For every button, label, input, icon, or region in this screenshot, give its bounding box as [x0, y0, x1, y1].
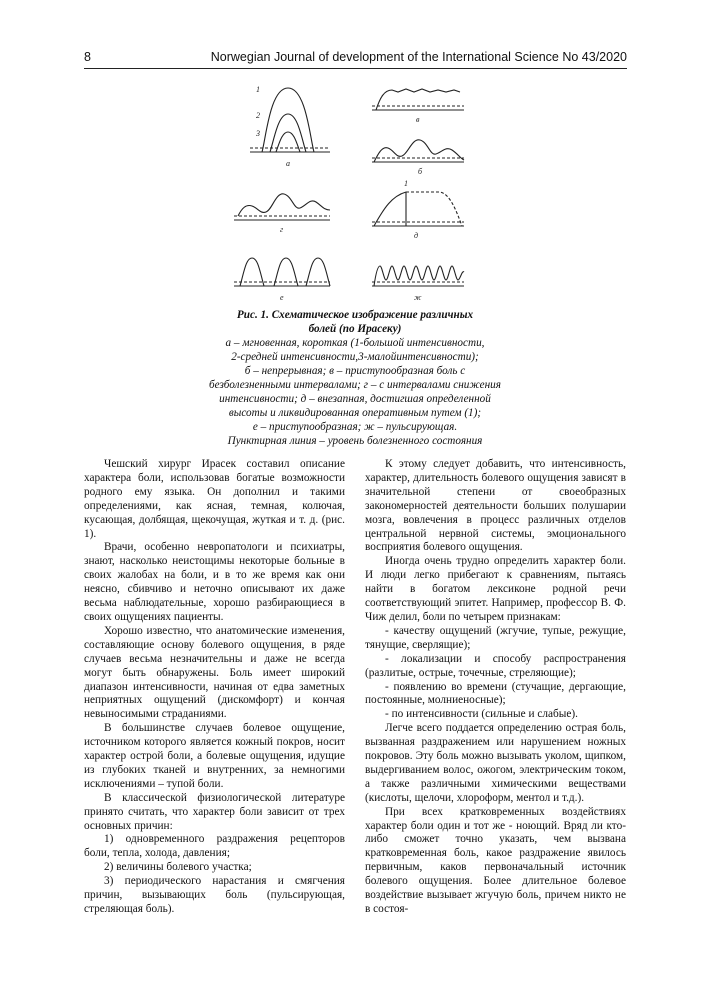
panel-label-d: д [414, 231, 419, 240]
panel-label-e: е [280, 293, 284, 302]
paragraph: В большинстве случаев болевое ощущение, источником которого является кожный покров, носит характер острой боли, а болевые ощущения, идущие из глубоких тканей и внутренних, за немногими исключениями – тупой боли. [84, 722, 345, 790]
panel-label-a: а [286, 159, 290, 168]
paragraph: Иногда очень трудно определить характер боли. И люди легко прибегают к сравнениям, пытаясь найти в богатом лексиконе родной речи соответствующий эпитет. Например, профессор В. Ф. Чиж делил, боли по четырем признакам: [365, 555, 626, 623]
caption-title-line-2: болей (по Ирасеку) [308, 323, 402, 335]
intensity-mark-1: 1 [256, 85, 260, 94]
list-item: 1) одновременного раздражения рецепторов боли, тепла, холода, давления; [84, 833, 345, 860]
paragraph: Чешский хирург Ирасек составил описание характера боли, использовав богатые возможности родного ему языка. Он дополнил и такими определениями, как ясная, темная, колючая, кусающая, долбящая, щекочущая, жуткая и т. д. (рис. 1). [84, 458, 345, 540]
page-number: 8 [84, 50, 91, 64]
caption-line-6: безболезненными интервалами; г – с интервалами снижения [209, 379, 501, 391]
panel-a-plot [250, 88, 330, 152]
page-header [84, 40, 627, 64]
panel-zh-plot [372, 266, 464, 286]
paragraph: В классической физиологической литературе принято считать, что характер боли зависит от трех основных причин: [84, 791, 345, 832]
caption-line-8: высоты и ликвидированная оперативным путем (1); [228, 407, 482, 419]
caption-line-9: е – приступообразная; ж – пульсирующая. [252, 421, 458, 433]
caption-line-7: интенсивности; д – внезапная, достигшая определенной [219, 393, 491, 405]
panel-label-v: в [416, 115, 420, 124]
list-item: - по интенсивности (сильные и слабые). [385, 708, 578, 721]
paragraph: Хорошо известно, что анатомические изменения, составляющие основу болевого ощущения, в ряде случаев весьма незначительны и даже не всегда могут быть обнаружены. Боль имеет широкий диапазон интенсивности, начиная от едва заметных неприятных ощущений (дискомфорт) и кончая невыносимыми страданиями. [84, 624, 345, 721]
panel-d-plot [372, 192, 464, 226]
pain-schematic-figure [226, 80, 484, 308]
list-item: 3) периодического нарастания и смягчения причин, вызывающих боль (пульсирующая, стреляющая боль). [84, 875, 345, 915]
paragraph: При всех кратковременных воздействиях характер боли один и тот же - ноющий. Вряд ли кто-либо сможет точно указать, чем вызвана кратковременная боль, какое раздражение явилось первичным, каков первоначальный источник болевого ощущения. Более длительное болевое воздействие вызывает жгучую боль, причем никто не в состоя- [365, 805, 626, 915]
point-mark-1: 1 [404, 179, 408, 188]
list-item: - качеству ощущений (жгучие, тупые, режущие, тянущие, сверлящие); [365, 624, 626, 651]
list-item: 2) величины болевого участка; [104, 861, 252, 874]
caption-title-line-1: Рис. 1. Схематическое изображение различных [236, 309, 474, 321]
paragraph: К этому следует добавить, что интенсивность, характер, длительность болевого ощущения зависят в значительной степени от своеобразных закономерностей деятельности больших полушарии мозга, вовлечения в процесс различных отделов центральной нервной системы, эмоционального восприятия болевого ощущения. [365, 458, 626, 554]
panel-e-plot [234, 258, 330, 286]
panel-label-b: б [418, 167, 423, 176]
left-column [84, 458, 345, 917]
list-item: - появлению во времени (стучащие, дергающие, постоянные, молниеносные); [365, 680, 626, 707]
caption-line-4: 2-средней интенсивности,3-малойинтенсивности); [231, 351, 479, 363]
paragraph: Врачи, особенно невропатологи и психиатры, знают, насколько неистощимы некоторые больные в своих жалобах на боли, и в то же время как они неясно, сбивчиво и неточно описывают их даже весьма наблюдательные, хорошо разбирающиеся в своих ощущениях пациенты. [84, 541, 345, 623]
right-column [365, 458, 626, 917]
panel-b-plot [372, 140, 464, 162]
caption-line-5: б – непрерывная; в – приступообразная боль с [244, 365, 466, 377]
caption-line-3: а – мгновенная, короткая (1-большой интенсивности, [225, 337, 485, 349]
paragraph: Легче всего поддается определению острая боль, вызванная раздражением или нарушением ножных покровов. Эту боль можно вызывать уколом, щипком, выдергиванием волос, ожогом, электрическим током, а также различными химическими веществами (кислоты, щелочи, хлороформ, ментол и т.д.). [365, 722, 626, 804]
caption-line-10: Пунктирная линия – уровень болезненного состояния [227, 435, 483, 447]
panel-label-g1: г [280, 225, 284, 234]
header-rule [84, 68, 627, 69]
panel-g-plot [234, 194, 330, 220]
journal-title: Norwegian Journal of development of the International Science No 43/2020 [210, 50, 627, 64]
panel-label-zh: ж [414, 293, 422, 302]
panel-v-plot [372, 89, 464, 110]
intensity-mark-2: 2 [256, 111, 260, 120]
intensity-mark-3: 3 [256, 129, 260, 138]
list-item: - локализации и способу распространения (разлитые, острые, точечные, стреляющие); [365, 652, 626, 679]
